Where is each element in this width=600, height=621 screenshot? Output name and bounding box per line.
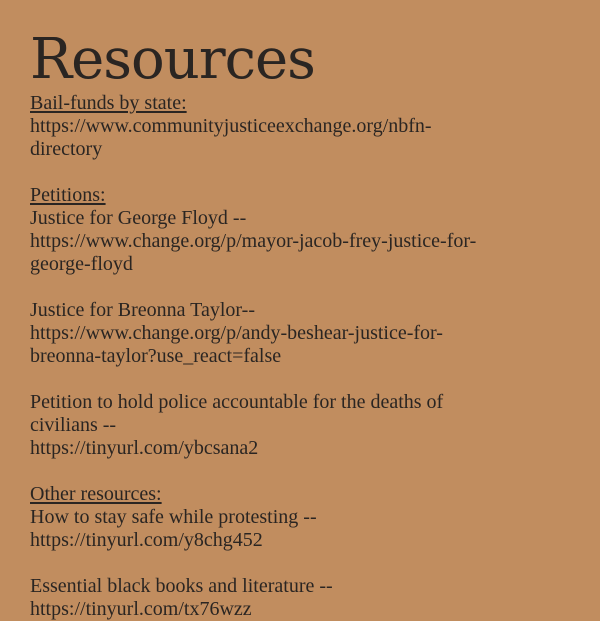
resource-protest-safety-link[interactable]: https://tinyurl.com/y8chg452 (30, 529, 263, 551)
spacer (30, 460, 586, 483)
bail-funds-heading: Bail-funds by state: (30, 92, 187, 114)
bail-funds-link-line1[interactable]: https://www.communityjusticeexchange.org/nbfn- (30, 115, 432, 137)
petition-breonna-taylor-link-line2[interactable]: breonna-taylor?use_react=false (30, 345, 282, 367)
petition-police-accountability (30, 391, 586, 460)
petition-george-floyd-title: Justice for George Floyd -- (30, 207, 247, 229)
petition-police-title-line1: Petition to hold police accountable for the deaths of (30, 391, 444, 413)
petition-george-floyd-link-line2[interactable]: george-floyd (30, 253, 133, 275)
resource-black-books-link[interactable]: https://tinyurl.com/tx76wzz (30, 598, 252, 620)
spacer (30, 552, 586, 575)
spacer (30, 161, 586, 184)
petitions-section (30, 184, 586, 276)
petitions-heading: Petitions: (30, 184, 106, 206)
resources-page (30, 28, 586, 621)
resource-black-books (30, 575, 586, 621)
petition-breonna-taylor-link-line1[interactable]: https://www.change.org/p/andy-beshear-justice-for- (30, 322, 443, 344)
petition-george-floyd-link-line1[interactable]: https://www.change.org/p/mayor-jacob-frey-justice-for- (30, 230, 477, 252)
spacer (30, 276, 586, 299)
petition-police-title-line2: civilians -- (30, 414, 117, 436)
petition-police-link[interactable]: https://tinyurl.com/ybcsana2 (30, 437, 259, 459)
spacer (30, 368, 586, 391)
page-title: Resources (30, 27, 315, 92)
other-resources-section (30, 483, 586, 552)
other-resources-heading: Other resources: (30, 483, 162, 505)
resource-black-books-title: Essential black books and literature -- (30, 575, 333, 597)
petition-breonna-taylor (30, 299, 586, 368)
petition-breonna-taylor-title: Justice for Breonna Taylor-- (30, 299, 255, 321)
resource-protest-safety-title: How to stay safe while protesting -- (30, 506, 317, 528)
bail-funds-link-line2[interactable]: directory (30, 138, 103, 160)
bail-funds-section (30, 92, 586, 161)
